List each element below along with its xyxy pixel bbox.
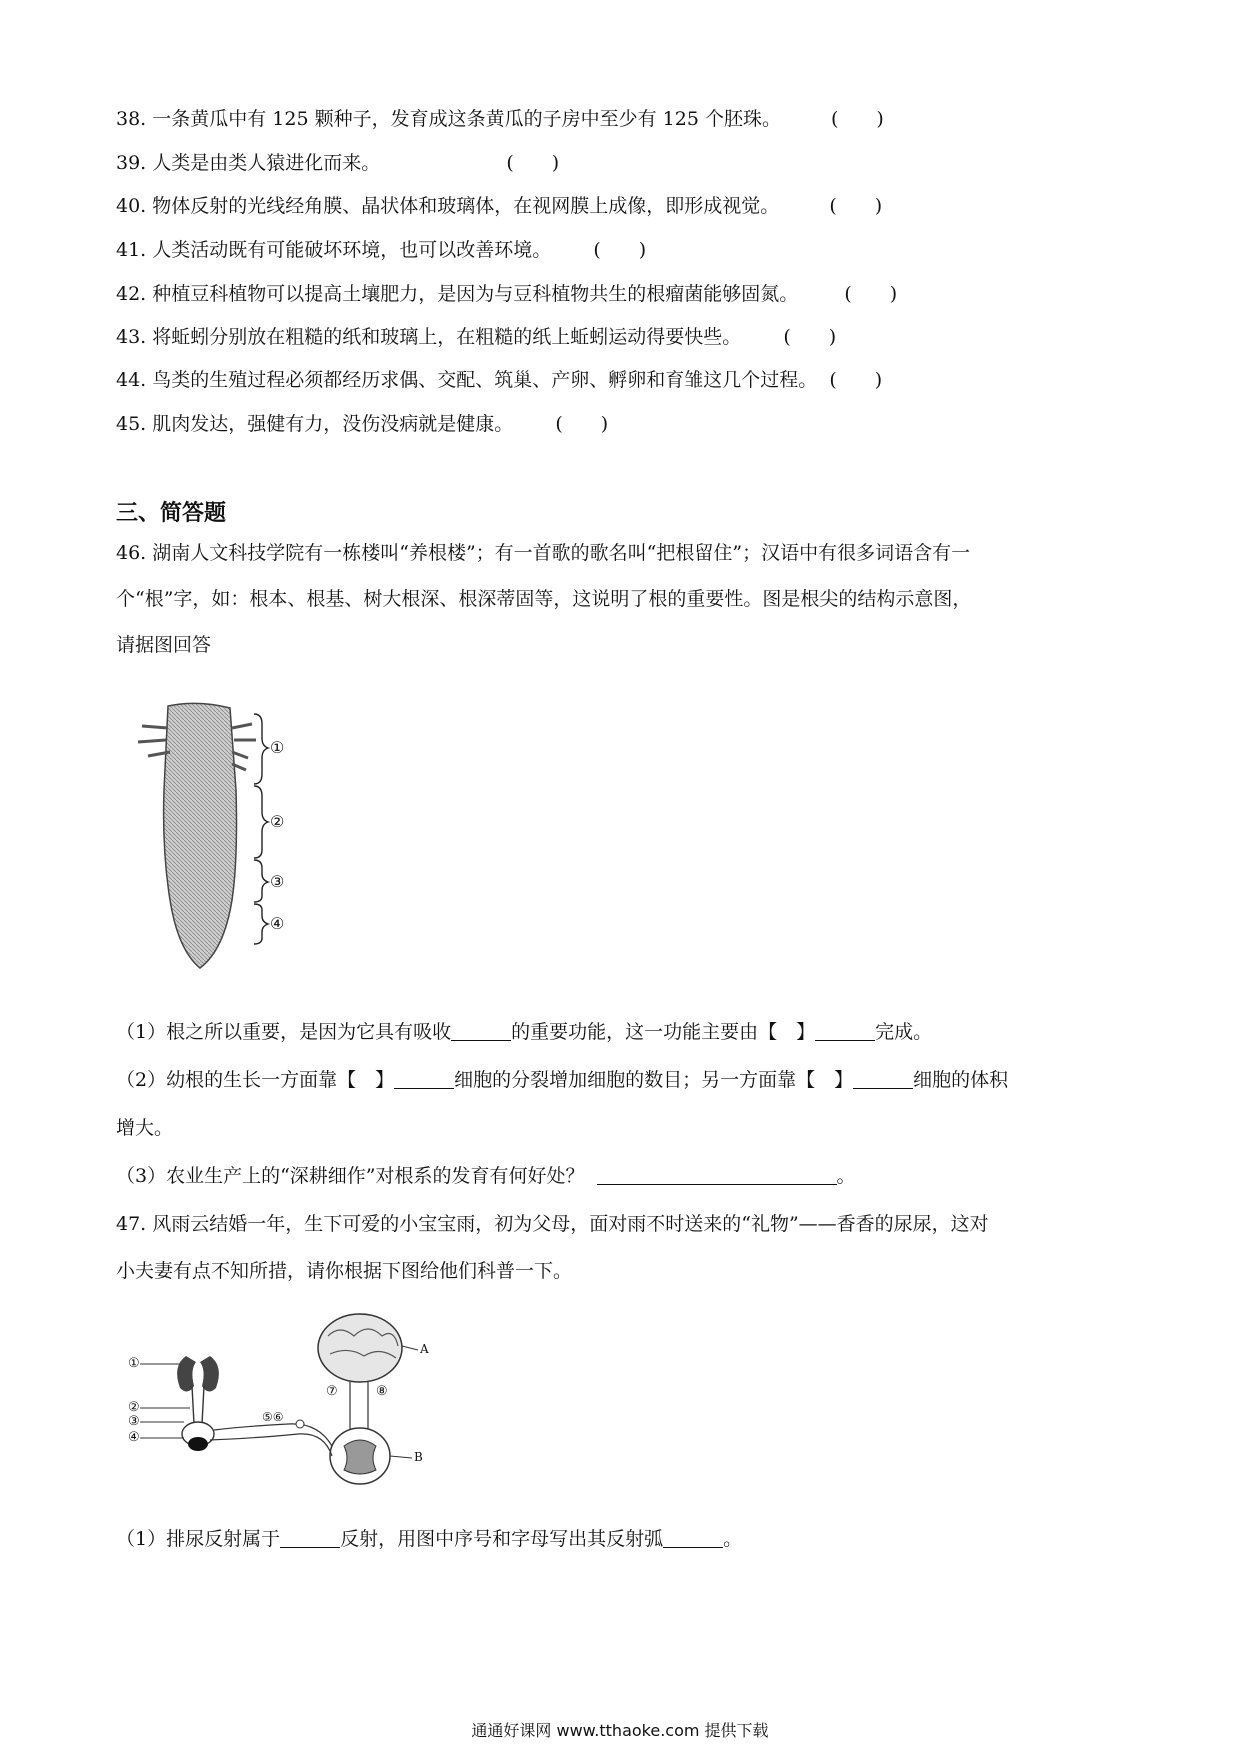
reflex-label-2: ② — [128, 1400, 140, 1415]
question-43 — [116, 324, 836, 350]
brain-shape — [318, 1314, 402, 1382]
question-44 — [116, 367, 882, 393]
question-text: 物体反射的光线经角膜、晶状体和玻璃体，在视网膜上成像，即形成视觉。 — [152, 195, 780, 217]
q46-line-2: 个“根”字，如：根本、根基、树大根深、根深蒂固等，这说明了根的重要性。图是根尖的结构示意图， — [116, 588, 972, 610]
answer-bracket: ( ) — [844, 283, 898, 305]
question-number: 39. — [116, 152, 147, 174]
reflex-label-7: ⑦ — [326, 1384, 338, 1399]
root-body — [164, 703, 237, 968]
root-label-2: ② — [270, 812, 285, 831]
region-brackets — [254, 714, 268, 944]
question-40 — [116, 193, 882, 219]
question-42 — [116, 281, 897, 307]
question-text: 人类活动既有可能破坏环境，也可以改善环境。 — [152, 239, 552, 261]
question-text: 鸟类的生殖过程必须都经历求偶、交配、筑巢、产卵、孵卵和育雏这几个过程。 — [152, 369, 818, 391]
question-number: 45. — [116, 413, 147, 435]
answer-bracket: ( ) — [831, 108, 884, 130]
question-number: 38. — [116, 108, 147, 130]
question-45 — [116, 411, 608, 437]
kidney-left — [177, 1356, 196, 1392]
answer-bracket: ( ) — [829, 195, 883, 217]
answer-blank[interactable] — [451, 1022, 511, 1041]
question-number: 42. — [116, 283, 147, 305]
reflex-label-3: ③ — [128, 1414, 140, 1429]
answer-blank[interactable] — [853, 1070, 913, 1089]
root-label-4: ④ — [270, 914, 285, 933]
q47-line-1: 47. 风雨云结婚一年，生下可爱的小宝宝雨，初为父母，面对雨不时送来的“礼物”——香香的尿尿，这对 — [116, 1213, 989, 1235]
question-number: 44. — [116, 369, 147, 391]
question-39 — [116, 150, 559, 176]
question-number: 43. — [116, 326, 147, 348]
question-text: 一条黄瓜中有 125 颗种子，发育成这条黄瓜的子房中至少有 125 个胚珠。 — [152, 108, 781, 130]
answer-blank[interactable] — [280, 1529, 340, 1548]
page-footer: 通通好课网 www.tthaoke.com 提供下载 — [471, 1721, 769, 1740]
reflex-label-8: ⑧ — [376, 1384, 388, 1399]
answer-blank[interactable] — [597, 1166, 837, 1185]
question-41 — [116, 237, 646, 263]
answer-bracket: ( ) — [593, 239, 647, 261]
answer-blank[interactable] — [663, 1529, 723, 1548]
q46-sub-2: （2）幼根的生长一方面靠【 】 细胞的分裂增加细胞的数目；另一方面靠【 】 细胞的体积 — [116, 1069, 1009, 1091]
question-text: 肌肉发达，强健有力，没伤没病就是健康。 — [152, 413, 514, 435]
question-number: 41. — [116, 239, 147, 261]
question-text: 种植豆科植物可以提高土壤肥力，是因为与豆科植物共生的根瘤菌能够固氮。 — [152, 283, 799, 305]
question-38 — [116, 106, 884, 132]
reflex-label-1: ① — [128, 1356, 140, 1371]
reflex-label-5-6: ⑤⑥ — [262, 1410, 284, 1424]
q46-line-1: 46. 湖南人文科技学院有一栋楼叫“养根楼”；有一首歌的歌名叫“把根留住”；汉语中有很多词语含有一 — [116, 542, 971, 564]
answer-bracket: ( ) — [555, 413, 609, 435]
kidney-right — [200, 1356, 219, 1392]
section-title: 三、简答题 — [116, 501, 227, 526]
question-number: 40. — [116, 195, 147, 217]
q47-sub-1: （1）排尿反射属于 反射，用图中序号和字母写出其反射弧 。 — [116, 1528, 743, 1550]
q47-line-2: 小夫妻有点不知所措，请你根据下图给他们科普一下。 — [116, 1260, 573, 1282]
reflex-label-B: B — [414, 1450, 423, 1464]
q46-sub-1: （1）根之所以重要，是因为它具有吸收 的重要功能，这一功能主要由【 】 完成。 — [116, 1021, 933, 1043]
answer-blank[interactable] — [815, 1022, 875, 1041]
answer-bracket: ( ) — [783, 326, 837, 348]
root-label-1: ① — [270, 738, 285, 757]
q46-sub-3: （3）农业生产上的“深耕细作”对根系的发育有何好处？ 。 — [116, 1165, 856, 1187]
root-label-3: ③ — [270, 872, 285, 891]
q46-sub-2-cont: 增大。 — [116, 1117, 174, 1139]
reflex-label-A: A — [420, 1342, 429, 1356]
question-text: 人类是由类人猿进化而来。 — [152, 152, 381, 174]
q46-line-3: 请据图回答 — [116, 634, 212, 656]
reflex-arc-figure — [128, 1306, 448, 1506]
answer-bracket: ( ) — [829, 369, 883, 391]
answer-bracket: ( ) — [506, 152, 560, 174]
question-text: 将蚯蚓分别放在粗糙的纸和玻璃上，在粗糙的纸上蚯蚓运动得要快些。 — [152, 326, 742, 348]
answer-blank[interactable] — [394, 1070, 454, 1089]
reflex-label-4: ④ — [128, 1430, 140, 1445]
